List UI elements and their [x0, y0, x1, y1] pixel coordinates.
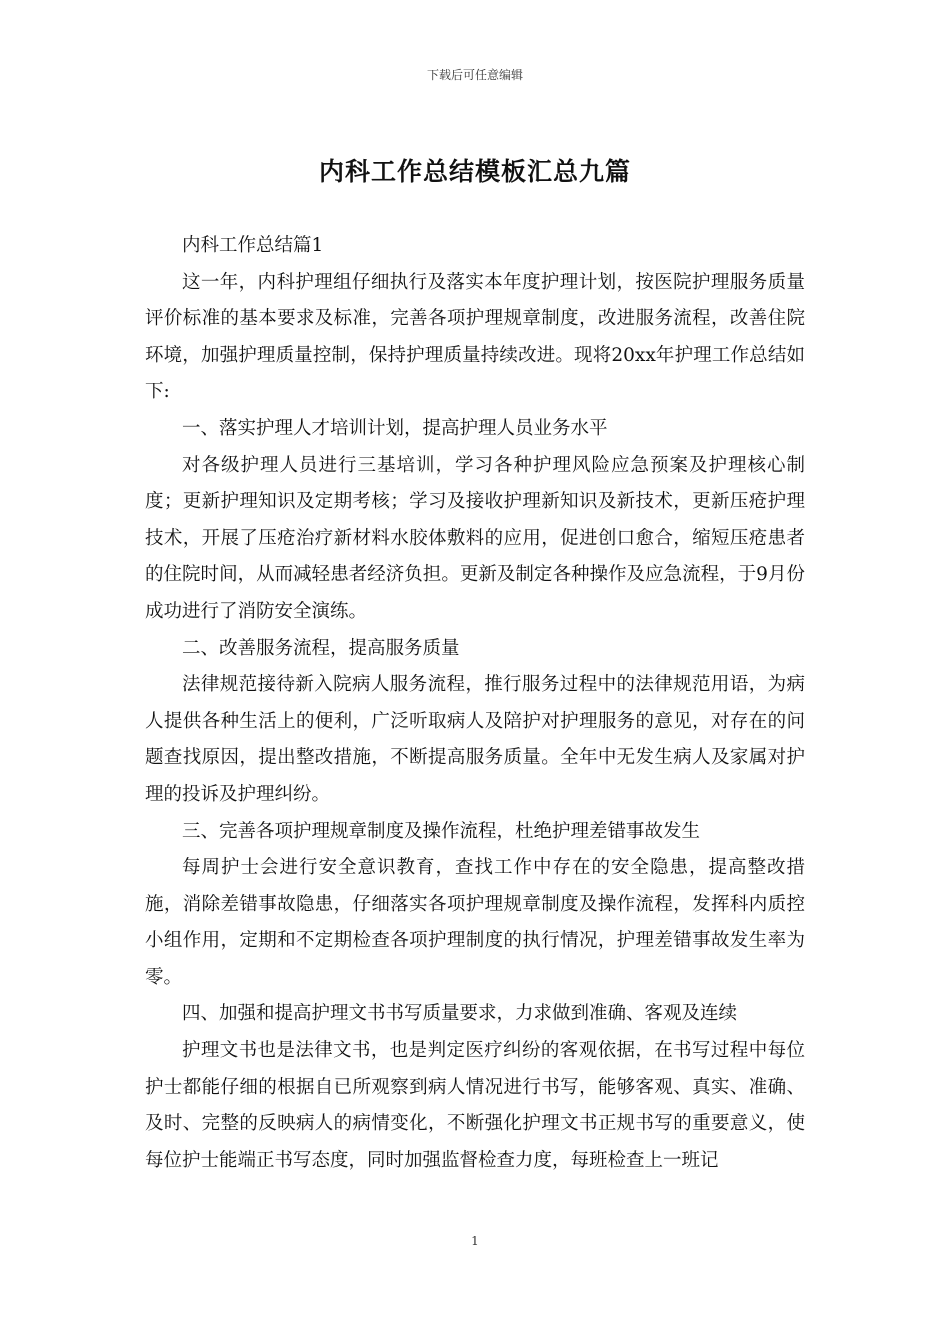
section-heading: 内科工作总结篇1: [182, 235, 324, 256]
document-title: 内科工作总结模板汇总九篇: [318, 157, 631, 186]
document-body: [145, 228, 805, 1179]
page-number: 1: [471, 1234, 479, 1248]
body-paragraph: 这一年，内科护理组仔细执行及落实本年度护理计划，按医院护理服务质量评价标准的基本要求及标准，完善各项护理规章制度，改进服务流程，改善住院环境，加强护理质量控制，保持护理质量持续改进。现将20xx年护理工作总结如下:: [145, 271, 805, 403]
body-paragraph: 每周护士会进行安全意识教育，查找工作中存在的安全隐患，提高整改措施，消除差错事故隐患，仔细落实各项护理规章制度及操作流程，发挥科内质控小组作用，定期和不定期检查各项护理制度的执行情况，护理差错事故发生率为零。: [145, 857, 805, 988]
body-paragraph: 法律规范接待新入院病人服务流程，推行服务过程中的法律规范用语，为病人提供各种生活上的便利，广泛听取病人及陪护对护理服务的意见，对存在的问题查找原因，提出整改措施，不断提高服务质量。全年中无发生病人及家属对护理的投诉及护理纠纷。: [145, 674, 805, 805]
section-heading: 二、改善服务流程，提高服务质量: [182, 637, 460, 659]
section-heading: 四、加强和提高护理文书书写质量要求，力求做到准确、客观及连续: [182, 1003, 738, 1025]
body-paragraph: 对各级护理人员进行三基培训，学习各种护理风险应急预案及护理核心制度；更新护理知识及定期考核；学习及接收护理新知识及新技术，更新压疮护理技术，开展了压疮治疗新材料水胶体敷料的应用，促进创口愈合，缩短压疮患者的住院时间，从而减轻患者经济负担。更新及制定各种操作及应急流程，于9月份成功进行了消防安全演练。: [145, 454, 805, 622]
header-note: 下载后可任意编辑: [426, 68, 523, 82]
section-heading: 三、完善各项护理规章制度及操作流程，杜绝护理差错事故发生: [182, 820, 701, 842]
body-paragraph: 护理文书也是法律文书，也是判定医疗纠纷的客观依据，在书写过程中每位护士都能仔细的根据自已所观察到病人情况进行书写，能够客观、真实、准确、及时、完整的反映病人的病情变化，不断强化护理文书正规书写的重要意义，使每位护士能端正书写态度，同时加强监督检查力度，每班检查上一班记: [145, 1040, 805, 1171]
section-heading: 一、落实护理人才培训计划，提高护理人员业务水平: [182, 417, 608, 439]
